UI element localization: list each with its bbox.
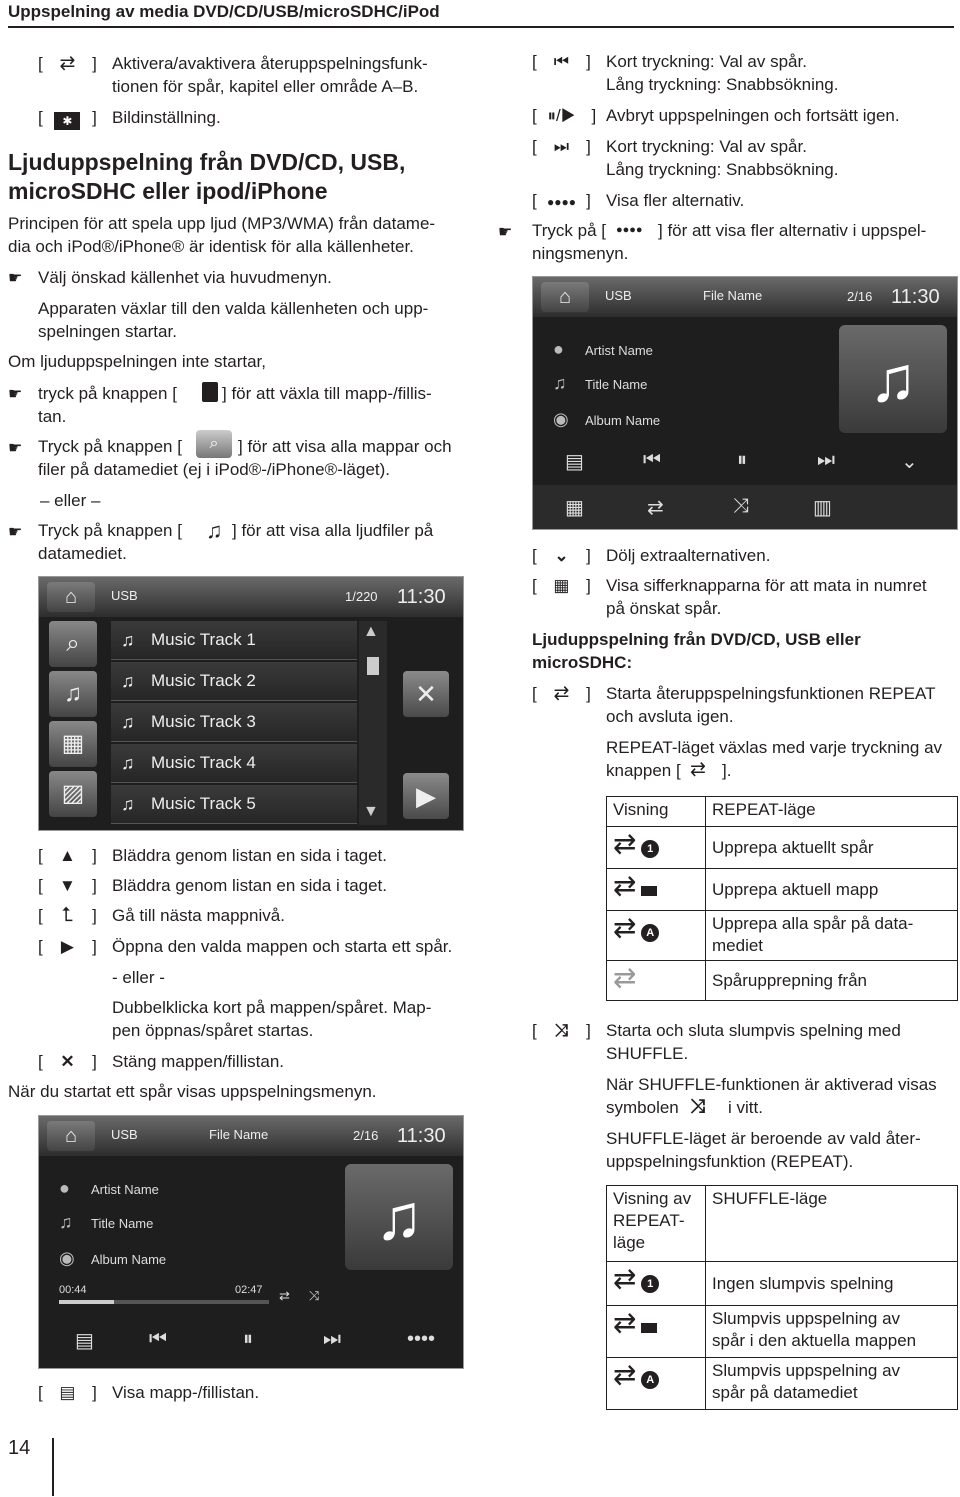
repeat-icon: ⇄ xyxy=(613,1307,637,1338)
keypad-icon: ▦ xyxy=(565,497,584,519)
track-label: Music Track 4 xyxy=(151,753,256,772)
keypad-icon: ▦ xyxy=(553,576,570,595)
footer-rule xyxy=(52,1438,54,1496)
cell-line-2: spår på datamediet xyxy=(712,1383,858,1402)
more-button[interactable] xyxy=(407,1328,435,1351)
equalizer-button[interactable] xyxy=(813,495,832,520)
shuffle-all-cell xyxy=(607,1358,706,1410)
table-header: Visning xyxy=(607,797,706,827)
music-note-icon: ♫ xyxy=(59,1212,73,1232)
next-button[interactable] xyxy=(817,449,835,472)
artist-icon: ● xyxy=(59,1178,70,1198)
list-down-desc: Bläddra genom listan en sida i taget. xyxy=(112,876,388,895)
album-art xyxy=(839,325,947,433)
dbl-desc-1: Dubbelklicka kort på mappen/spåret. Map- xyxy=(112,998,432,1017)
home-button[interactable] xyxy=(47,582,95,612)
hide-desc: Dölj extraalternativen. xyxy=(606,546,771,565)
cell-line-1: Slumpvis uppspelning av xyxy=(712,1309,901,1328)
track-label: Music Track 1 xyxy=(151,630,256,649)
more-step-3: ningsmenyn. xyxy=(532,244,629,263)
shuffle-table xyxy=(606,1185,958,1410)
next-icon: ⏭ xyxy=(817,449,835,471)
hand-pointer-icon: ☛ xyxy=(8,440,23,457)
badge-a-icon: A xyxy=(641,924,659,942)
chevron-down-icon: ⌄ xyxy=(901,451,918,473)
shuffle-button[interactable] xyxy=(733,495,749,518)
shuffle-icon: ⤨ xyxy=(690,1096,706,1117)
previous-button[interactable] xyxy=(643,449,661,472)
shuffle-desc-2: SHUFFLE. xyxy=(606,1044,689,1063)
repeat-icon: ⇄ xyxy=(59,53,76,74)
music-note-icon: ♫ xyxy=(869,343,917,415)
previous-icon: ⏮ xyxy=(553,52,570,71)
prev-desc-2: Lång tryckning: Snabbsökning. xyxy=(606,75,839,94)
bracket-pause: [ ⏸/▶ ] xyxy=(532,106,597,125)
page-number: 14 xyxy=(8,1437,31,1459)
badge-one-icon: 1 xyxy=(641,1275,659,1293)
shuffle-icon: ⤨ xyxy=(733,495,749,517)
table-cell xyxy=(706,911,958,961)
device-screen-playback xyxy=(38,1115,464,1369)
bracket-next: [ ⏭ ] xyxy=(532,137,591,156)
artist-icon: ● xyxy=(553,339,564,359)
or-separator-2: - eller - xyxy=(112,968,165,987)
table-cell: Spårupprepning från xyxy=(706,961,958,1001)
badge-one-icon: 1 xyxy=(641,840,659,858)
cell-line-2: spår i den aktuella mappen xyxy=(712,1331,917,1350)
album-name: Album Name xyxy=(91,1252,167,1267)
bracket-down: [ ▼ ] xyxy=(38,876,97,895)
music-note-icon: ♫ xyxy=(121,794,135,814)
more-icon: •••• xyxy=(407,1328,436,1350)
shuffle-off-cell xyxy=(607,1262,706,1306)
intro-2: dia och iPod®/iPhone® är identisk för alla källenheter. xyxy=(8,237,414,256)
shuffle-desc-1: Starta och sluta slumpvis spelning med xyxy=(606,1021,901,1040)
more-desc: Visa fler alternativ. xyxy=(606,191,745,210)
list-icon xyxy=(202,382,218,402)
device-screen-list xyxy=(38,576,464,831)
bracket-repeat: [ ⇄ ] xyxy=(38,53,97,74)
artist-name: Artist Name xyxy=(585,343,653,358)
shuffle-icon: ⤨ xyxy=(554,1021,569,1040)
home-button[interactable] xyxy=(541,282,589,312)
bracket-open: [ ▶ ] xyxy=(38,937,97,956)
step-4a: Tryck på knappen [ xyxy=(38,521,182,540)
track-label: Music Track 3 xyxy=(151,712,256,731)
close-desc: Stäng mappen/fillistan. xyxy=(112,1052,284,1071)
show-list-desc: Visa mapp-/fillistan. xyxy=(112,1383,260,1402)
step-2b: ] för att växla till mapp-/fillis- xyxy=(222,384,432,403)
extra-options-bar xyxy=(533,485,957,529)
bracket-image: [ ✱ ] xyxy=(38,108,97,128)
pause-button[interactable] xyxy=(737,449,747,472)
collapse-button[interactable] xyxy=(901,449,918,474)
repeat-icon: ⇄ xyxy=(613,1359,637,1390)
source-label: USB xyxy=(111,1127,138,1142)
step-3c: filer på datamediet (ej i iPod®-/iPhone®-läget). xyxy=(38,460,391,479)
hand-pointer-icon: ☛ xyxy=(498,224,513,241)
bracket-list: [ ▤ ] xyxy=(38,1383,97,1402)
scroll-up-icon[interactable]: ▲ xyxy=(363,623,379,640)
shuffle-folder-cell xyxy=(607,1306,706,1358)
chevron-down-icon: ⌄ xyxy=(554,546,569,565)
more-icon: ●●●● xyxy=(546,195,576,209)
section-heading-2: microSDHC eller ipod/iPhone xyxy=(8,178,328,204)
repeat-all-cell xyxy=(607,911,706,961)
section-heading-3: Ljuduppspelning från DVD/CD, USB eller xyxy=(532,630,861,649)
step-4b: ] för att visa alla ljudfiler på xyxy=(232,521,434,540)
repeat-icon: ⇄ xyxy=(647,497,664,519)
next-desc-2: Lång tryckning: Snabbsökning. xyxy=(606,160,839,179)
clock: 11:30 xyxy=(397,586,446,608)
list-button[interactable] xyxy=(75,1328,94,1353)
cell-line-1: Slumpvis uppspelning av xyxy=(712,1361,901,1380)
dbl-desc-2: pen öppnas/spåret startas. xyxy=(112,1021,314,1040)
repeat-icon: ⇄ xyxy=(613,962,637,993)
title-name: Title Name xyxy=(585,377,648,392)
bracket-repeat-2: [ ⇄ ] xyxy=(532,683,591,704)
repeat-desc-d: knappen [ xyxy=(606,761,681,780)
more-icon: ●●●● xyxy=(616,224,643,236)
hand-pointer-icon: ☛ xyxy=(8,524,23,541)
file-name: File Name xyxy=(209,1127,269,1142)
step-1b: Apparaten växlar till den valda källenheten och upp- xyxy=(38,299,429,318)
table-header xyxy=(607,1186,706,1262)
after-start-text: När du startat ett spår visas uppspelningsmenyn. xyxy=(8,1082,377,1101)
open-desc: Öppna den valda mappen och starta ett spår. xyxy=(112,937,453,956)
table-cell: Ingen slumpvis spelning xyxy=(706,1262,958,1306)
step-4c: datamediet. xyxy=(38,544,127,563)
repeat-icon: ⇄ xyxy=(613,912,637,943)
search-icon: ⌕ xyxy=(196,430,232,458)
home-icon: ⌂ xyxy=(64,1125,78,1147)
repeat-desc-b: och avsluta igen. xyxy=(606,707,734,726)
list-icon: ▤ xyxy=(565,451,584,473)
repeat-off-cell xyxy=(607,961,706,1001)
shuffle-desc-6: SHUFFLE-läget är beroende av vald åter- xyxy=(606,1129,921,1148)
section-heading-4: microSDHC: xyxy=(532,653,633,672)
shuffle-desc-3: När SHUFFLE-funktionen är aktiverad visas xyxy=(606,1075,937,1094)
repeat-desc-a: Starta återuppspelningsfunktionen REPEAT xyxy=(606,684,936,703)
repeat-icon: ⇄ xyxy=(613,1263,637,1294)
repeat-icon: ⇄ xyxy=(613,828,637,859)
close-icon: ✕ xyxy=(60,1052,75,1071)
cell-line-2: mediet xyxy=(712,936,764,955)
play-icon: ▶ xyxy=(416,781,436,811)
header-line-2: REPEAT- xyxy=(613,1211,685,1230)
page-header xyxy=(0,0,960,28)
list-icon: ▤ xyxy=(59,1383,76,1402)
shuffle-desc-7: uppspelningsfunktion (REPEAT). xyxy=(606,1152,854,1171)
bracket-up: [ ▲ ] xyxy=(38,846,97,865)
hand-pointer-icon: ☛ xyxy=(8,270,23,287)
pause-icon: ⏸ xyxy=(737,449,747,471)
repeat-folder-cell xyxy=(607,869,706,911)
repeat-table xyxy=(606,796,958,1001)
folder-up-icon: ⮤ xyxy=(61,904,74,926)
progress-fill xyxy=(59,1300,114,1304)
image-settings-icon: ✱ xyxy=(54,112,80,130)
bracket-shuffle: [ ⤨ ] xyxy=(532,1021,591,1040)
header-rule xyxy=(8,26,954,28)
bracket-close: [ ✕ ] xyxy=(38,1052,97,1071)
scrollbar[interactable] xyxy=(359,621,387,825)
repeat-desc: Aktivera/avaktivera återuppspelningsfunk- xyxy=(112,54,428,73)
intro-1: Principen för att spela upp ljud (MP3/WMA) från datame- xyxy=(8,214,436,233)
track-counter: 2/16 xyxy=(353,1128,379,1143)
previous-icon: ⏮ xyxy=(149,1328,167,1350)
music-note-icon: ♫ xyxy=(121,630,135,650)
folder-icon xyxy=(641,886,657,896)
clock: 11:30 xyxy=(397,1125,446,1147)
previous-icon: ⏮ xyxy=(643,449,661,471)
repeat-desc-2: tionen för spår, kapitel eller område A–B. xyxy=(112,77,419,96)
music-button[interactable] xyxy=(49,671,97,717)
photo-button[interactable] xyxy=(49,771,97,817)
list-icon: ▤ xyxy=(75,1330,94,1352)
list-up-desc: Bläddra genom listan en sida i taget. xyxy=(112,846,388,865)
pause-icon: ⏸ xyxy=(243,1328,253,1350)
search-button[interactable] xyxy=(49,621,97,667)
prev-desc-1: Kort tryckning: Val av spår. xyxy=(606,52,807,71)
table-cell xyxy=(706,1306,958,1358)
pause-play-icon: ⏸/▶ xyxy=(547,106,576,125)
list-item[interactable] xyxy=(111,744,357,783)
scroll-down-icon[interactable]: ▼ xyxy=(363,803,379,820)
photo-icon: ▨ xyxy=(61,780,85,807)
step-1: Välj önskad källenhet via huvudmenyn. xyxy=(38,268,332,287)
triangle-up-icon: ▲ xyxy=(59,846,76,865)
music-note-icon: ♫ xyxy=(121,753,135,773)
header-line-1: Visning av xyxy=(613,1189,692,1208)
file-name: File Name xyxy=(703,288,763,303)
repeat-icon: ⇄ xyxy=(279,1288,290,1303)
badge-a-icon: A xyxy=(641,1371,659,1389)
bracket-prev: [ ⏮ ] xyxy=(532,52,591,71)
list-item[interactable] xyxy=(111,785,357,824)
bracket-goup: [ ⮤ ] xyxy=(38,904,97,926)
bracket-more: [ ●●●● ] xyxy=(532,189,591,214)
disc-icon: ◉ xyxy=(59,1248,75,1268)
device-screen-extra xyxy=(532,276,958,530)
close-button[interactable] xyxy=(403,671,449,717)
source-label: USB xyxy=(111,588,138,603)
table-cell xyxy=(706,1358,958,1410)
previous-button[interactable] xyxy=(149,1328,167,1351)
video-button[interactable] xyxy=(49,721,97,767)
music-note-icon: ♫ xyxy=(121,712,135,732)
shuffle-icon: ⤨ xyxy=(309,1288,320,1303)
home-icon: ⌂ xyxy=(558,286,572,308)
play-icon: ▶ xyxy=(60,937,74,956)
repeat-icon: ⇄ xyxy=(613,870,637,901)
digits-desc-2: på önskat spår. xyxy=(606,599,722,618)
triangle-down-icon: ▼ xyxy=(59,876,76,895)
table-cell: Upprepa aktuellt spår xyxy=(706,827,958,869)
progress-bar[interactable] xyxy=(59,1300,269,1304)
title-name: Title Name xyxy=(91,1216,154,1231)
list-item[interactable] xyxy=(111,621,357,660)
folder-icon xyxy=(641,1323,657,1333)
search-icon: ⌕ xyxy=(66,630,80,657)
list-button[interactable] xyxy=(565,449,584,474)
music-note-icon: ♫ xyxy=(121,671,135,691)
home-button[interactable] xyxy=(47,1121,95,1151)
music-note-icon: ♫ xyxy=(375,1181,423,1253)
bracket-digits: [ ▦ ] xyxy=(532,576,591,595)
track-counter: 2/16 xyxy=(847,289,873,304)
album-art xyxy=(345,1164,453,1270)
music-note-icon: ♫ xyxy=(206,518,223,543)
cell-line-1: Upprepa alla spår på data- xyxy=(712,914,914,933)
track-counter: 1/220 xyxy=(345,589,378,604)
list-item[interactable] xyxy=(111,662,357,701)
source-label: USB xyxy=(605,288,632,303)
digits-desc-1: Visa sifferknapparna för att mata in numret xyxy=(606,576,927,595)
page-title: Uppspelning av media DVD/CD/USB/microSDHC/iPod xyxy=(8,2,440,21)
repeat-button[interactable] xyxy=(647,495,664,520)
clapperboard-icon: ▦ xyxy=(61,730,85,757)
or-separator: – eller – xyxy=(40,491,101,510)
repeat-desc-e: ]. xyxy=(722,761,732,780)
close-icon: ✕ xyxy=(415,679,437,709)
equalizer-icon: ▥ xyxy=(813,497,832,519)
pause-button[interactable] xyxy=(243,1328,253,1351)
step-2a: tryck på knappen [ xyxy=(38,384,177,403)
album-name: Album Name xyxy=(585,413,661,428)
disc-icon: ◉ xyxy=(553,409,569,429)
more-step-1: Tryck på [ xyxy=(532,221,606,240)
track-label: Music Track 2 xyxy=(151,671,256,690)
table-header: REPEAT-läge xyxy=(706,797,958,827)
scroll-thumb[interactable] xyxy=(367,657,379,675)
home-icon: ⌂ xyxy=(64,586,78,608)
shuffle-desc-4: symbolen xyxy=(606,1098,679,1117)
header-line-3: läge xyxy=(613,1233,646,1252)
image-desc: Bildinställning. xyxy=(112,108,221,127)
repeat-desc-c: REPEAT-läget växlas med varje tryckning av xyxy=(606,738,943,757)
step-3b: ] för att visa alla mappar och xyxy=(238,437,452,456)
elapsed-time: 00:44 xyxy=(59,1284,87,1296)
table-cell: Upprepa aktuell mapp xyxy=(706,869,958,911)
clock: 11:30 xyxy=(891,286,940,308)
track-label: Music Track 5 xyxy=(151,794,256,813)
step-1c: spelningen startar. xyxy=(38,322,177,341)
table-header: SHUFFLE-läge xyxy=(706,1186,958,1262)
repeat-icon: ⇄ xyxy=(553,683,570,704)
music-note-icon: ♫ xyxy=(64,680,82,707)
next-button[interactable] xyxy=(323,1328,341,1351)
list-item[interactable] xyxy=(111,703,357,742)
bracket-hide: [ ⌄ ] xyxy=(532,546,591,565)
next-icon: ⏭ xyxy=(553,137,570,156)
artist-name: Artist Name xyxy=(91,1182,159,1197)
pause-desc: Avbryt uppspelningen och fortsätt igen. xyxy=(606,106,900,125)
go-up-desc: Gå till nästa mappnivå. xyxy=(112,906,285,925)
step-2c: tan. xyxy=(38,407,67,426)
hand-pointer-icon: ☛ xyxy=(8,386,23,403)
repeat-track-cell xyxy=(607,827,706,869)
next-icon: ⏭ xyxy=(323,1328,341,1350)
keypad-button[interactable] xyxy=(565,495,584,520)
shuffle-desc-5: i vitt. xyxy=(728,1098,763,1117)
next-desc-1: Kort tryckning: Val av spår. xyxy=(606,137,807,156)
play-button[interactable] xyxy=(403,773,449,819)
total-time: 02:47 xyxy=(235,1284,263,1296)
step-3a: Tryck på knappen [ xyxy=(38,437,182,456)
music-note-icon: ♫ xyxy=(553,373,567,393)
if-not-started: Om ljuduppspelningen inte startar, xyxy=(8,352,266,371)
more-step-2: ] för att visa fler alternativ i uppspel- xyxy=(658,221,927,240)
repeat-icon: ⇄ xyxy=(690,759,706,780)
section-heading-1: Ljuduppspelning från DVD/CD, USB, xyxy=(8,149,406,175)
